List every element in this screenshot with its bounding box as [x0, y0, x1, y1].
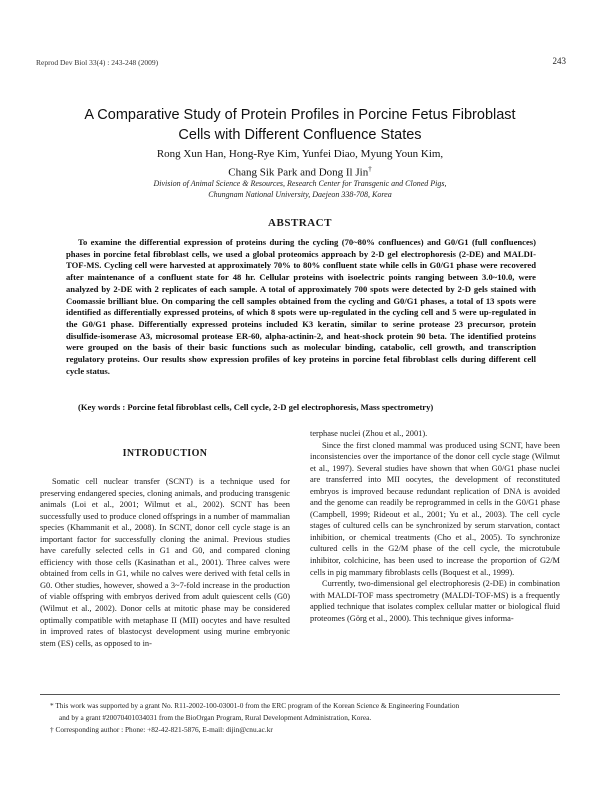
authors-line-1: Rong Xun Han, Hong-Rye Kim, Yunfei Diao, Myung Youn Kim, [156, 148, 444, 160]
authors-line-2-text: Chang Sik Park and Dong Il Jin [228, 166, 369, 179]
corresponding-footnote: † Corresponding author : Phone: +82-42-821-5876, E-mail: dijin@cnu.ac.kr [50, 725, 273, 734]
intro-paragraph-1: Somatic cell nuclear transfer (SCNT) is a technique used for preserving endangered species, cloning animals, and producing transgenic animals (Loi et al., 2001; Wilmut et al., 2002). SCNT has been successfully used to produce cloned offsprings in a number of mammalian species (Khammanit et al., 2008). In SCNT, donor cell cycle stage is an important factor for successfully cloning the animal. Previous studies have carefully selected cells in G1 and G0, and compared cloning efficiency with those cells (Kasinathan et al., 2001). Three calves were obtained from cells in G1, while no calves were derived with fetal cells in G0. Other studies, however, showed a 3~7-fold increase in the production of viable offspring with embryos derived from adult quiescent cells (G0) (Wilmut et al., 2002). Donor cells at mitotic phase may be considered optimally compatible with metaphase II (MII) oocytes and have resulted in improved rates of blastocyst development using murine embryonic stem (ES) cells, as opposed to in- [40, 477, 290, 648]
introduction-heading: INTRODUCTION [122, 448, 208, 459]
affiliation [40, 178, 560, 200]
article-title [40, 105, 560, 145]
affiliation-line-1: Division of Animal Science & Resources, Research Center for Transgenic and Cloned Pigs, [153, 179, 447, 188]
footnotes [50, 700, 555, 736]
title-line-1: A Comparative Study of Protein Profiles in Porcine Fetus Fibroblast [84, 106, 516, 123]
page-number: 243 [552, 56, 566, 66]
authors-line-2 [40, 162, 560, 180]
funding-footnote-line-2: and by a grant #20070401034031 from the BioOrgan Program, Rural Development Administration, Korea. [59, 713, 372, 722]
left-column [40, 448, 290, 649]
intro-paragraph-3: Currently, two-dimensional gel electrophoresis (2-DE) in combination with MALDI-TOF mass spectrometry (MALDI-TOF-MS) is a frequently applied technique that isolates complex cellular matter or biological fluid proteomes (Görg et al., 2000). This technique gives informa- [310, 579, 560, 623]
title-line-2: Cells with Different Confluence States [178, 126, 422, 143]
right-column [310, 428, 560, 624]
funding-footnote-line-1: * This work was supported by a grant No. R11-2002-100-03001-0 from the ERC program of the Korean Science & Engineering Foundation [50, 701, 460, 710]
intro-paragraph-2: Since the first cloned mammal was produced using SCNT, have been inconsistencies over the importance of the donor cell cycle stage (Wilmut et al., 1997). Several studies have shown that when G0/G1 phase nuclei are transferred into MII oocytes, the development of reconstituted embryos is improved because redundant replication of DNA is avoided and the genome can readily be reprogrammed in cells in the G0/G1 phase (Campbell, 1999; Rideout et al., 2001; Yu et al., 2003). The cell cycle stages of cultured cells can be synchronized by serum starvation, contact inhibition, or chemical treatments (Cho et al., 2005). To synchronize cultured cells in the G2/M phase of the cell cycle, the microtubule inhibitor, colchicine, has been used to increase the proportion of G2/M cells in pig mammary fibroblasts cells (Boquest et al., 1999). [310, 440, 560, 577]
abstract-heading: ABSTRACT [268, 217, 332, 229]
author-list [40, 147, 560, 180]
intro-continuation: terphase nuclei (Zhou et al., 2001). [310, 429, 428, 438]
abstract-text: To examine the differential expression of proteins during the cycling (70~80% confluences) and G0/G1 (full confluences) phases in porcine fetal fibroblast cells, we used a global proteomics approach by 2-D gel electrophoresis (2-DE) and MALDI-TOF-MS. Cycling cell were harvested at approximately 70% to 80% confluent state while cells in G0/G1 phase were recovered after maintenance of a confluent state for 48 hr. Cellular proteins with isoelectric points ranging between 3.0~10.0, were analyzed by 2-DE with 2 replicates of each sample. A total of approximately 700 spots were detected by 2-D gels stained with Coomassie brilliant blue. On comparing the cell samples obtained from the cycling and G0/G1 phases, a total of 13 spots were identified as differentially expressed proteins, of which 8 spots were up-regulated in the cycling cell and 5 were up-regulated in the G0/G1 phase. Differentially expressed proteins included K3 keratin, similar to serine protease 23 precursor, protein disulfide-isomerase A3, microsomal protease ER-60, alpha-actinin-2, and heat-shock protein 90 beta. The identified proteins were grouped on the basis of their basic functions such as molecular binding, catabolic, cell growth, and transcription regulatory proteins. Our results show expression profiles of key proteins in porcine fetal fibroblast cells during different cell cycle status. [66, 237, 536, 376]
keywords: (Key words : Porcine fetal fibroblast cells, Cell cycle, 2-D gel electrophoresis, Mass spectrometry) [78, 402, 434, 412]
corresponding-mark: † [368, 164, 372, 173]
running-head: Reprod Dev Biol 33(4) : 243-248 (2009) [36, 58, 159, 67]
affiliation-line-2: Chungnam National University, Daejeon 338-708, Korea [208, 190, 392, 199]
footnote-divider [40, 694, 560, 695]
